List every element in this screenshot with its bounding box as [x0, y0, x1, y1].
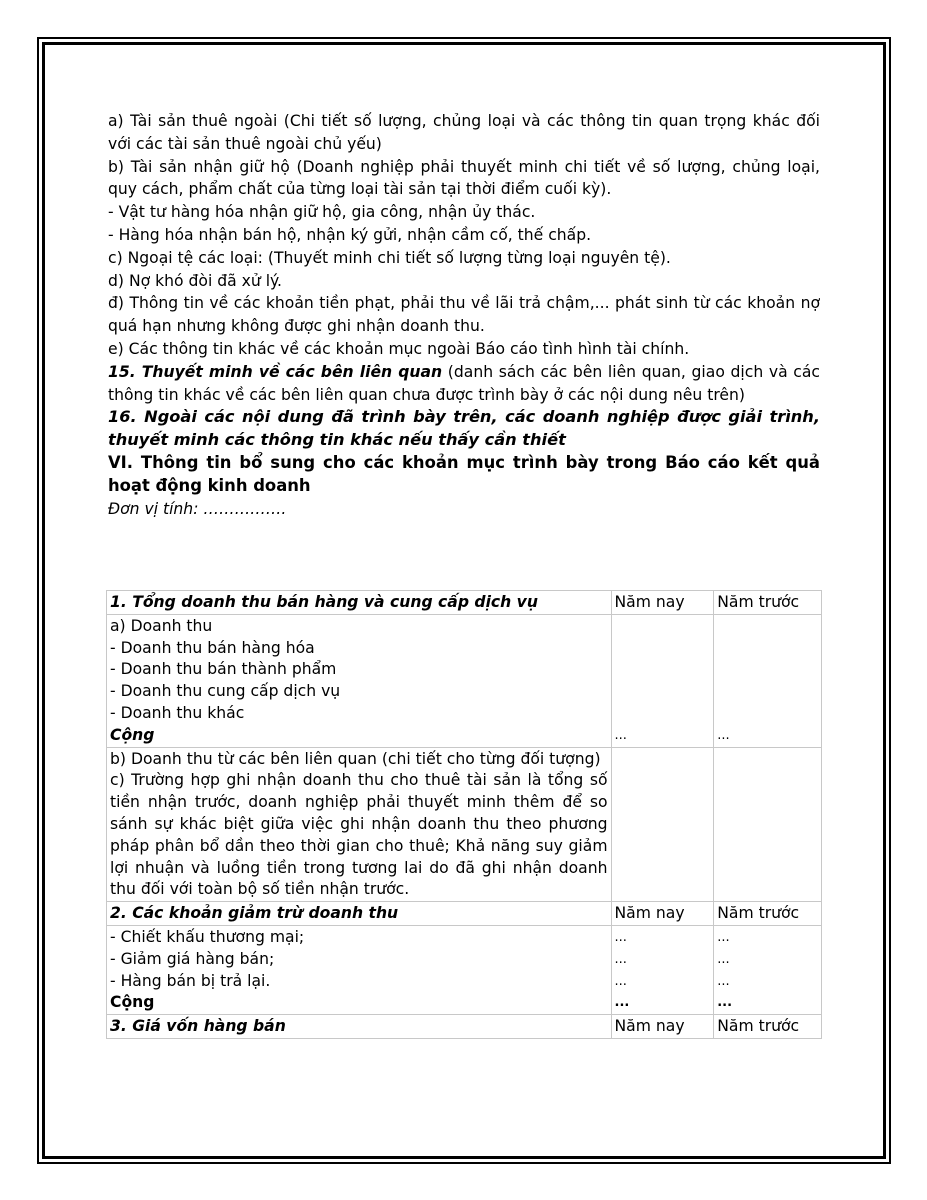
s2-value: ...	[614, 929, 627, 945]
s1a-nam-truoc-value: ...	[717, 727, 730, 743]
s1a-nam-nay	[611, 614, 714, 747]
s2-value: ...	[614, 973, 627, 989]
s2-col-nam-nay: Năm nay	[611, 902, 714, 926]
s2-value: ...	[717, 929, 730, 945]
section-15-text: (danh sách các bên liên quan, giao dịch và các thông tin khác về các bên liên quan chưa được trình bày ở các nội dung nêu trên)	[108, 362, 820, 404]
s1a-line: - Doanh thu khác	[110, 703, 245, 722]
s1a-line: - Doanh thu bán hàng hóa	[110, 638, 315, 657]
s1a-nam-truoc	[714, 614, 822, 747]
s1bc-cell	[107, 747, 612, 902]
s1a-line: a) Doanh thu	[110, 616, 213, 635]
s2-line: - Giảm giá hàng bán;	[110, 949, 275, 968]
col-header-nam-nay: Năm nay	[611, 591, 714, 615]
s2-total-label: Cộng	[110, 993, 155, 1012]
s2-nam-nay	[611, 925, 714, 1014]
s2-nam-truoc	[714, 925, 822, 1014]
s2-col-nam-truoc: Năm trước	[714, 902, 822, 926]
s1b-text: b) Doanh thu từ các bên liên quan (chi tiết cho từng đối tượng)	[110, 749, 601, 768]
s1a-line: - Doanh thu bán thành phẩm	[110, 660, 337, 679]
s2-value: ...	[717, 973, 730, 989]
table-row	[107, 902, 822, 926]
s3-col-nam-truoc: Năm trước	[714, 1015, 822, 1039]
s1a-total-label: Cộng	[110, 725, 155, 744]
s3-col-nam-nay: Năm nay	[611, 1015, 714, 1039]
table-row	[107, 1015, 822, 1039]
s1bc-nam-truoc	[714, 747, 822, 902]
table-row	[107, 747, 822, 902]
section-15	[108, 361, 820, 407]
table-row	[107, 614, 822, 747]
s1a-nam-nay-value: ...	[614, 727, 627, 743]
para-e-thong-tin-khac: e) Các thông tin khác về các khoản mục ngoài Báo cáo tình hình tài chính.	[108, 339, 690, 358]
para-c-ngoai-te: c) Ngoại tệ các loại: (Thuyết minh chi tiết số lượng từng loại nguyên tệ).	[108, 248, 671, 267]
s1-title: 1. Tổng doanh thu bán hàng và cung cấp dịch vụ	[107, 591, 612, 615]
s1a-cell	[107, 614, 612, 747]
section-16-heading: 16. Ngoài các nội dung đã trình bày trên, các doanh nghiệp được giải trình, thuyết minh các thông tin khác nếu thấy cần thiết	[108, 407, 820, 450]
s2-line: - Chiết khấu thương mại;	[110, 927, 305, 946]
para-b-giu-ho: b) Tài sản nhận giữ hộ (Doanh nghiệp phải thuyết minh chi tiết về số lượng, chủng loại, quy cách, phẩm chất của từng loại tài sản tại thời điểm cuối kỳ).	[108, 157, 820, 199]
section-15-title: 15. Thuyết minh về các bên liên quan	[108, 362, 443, 381]
para-d-no-kho-doi: d) Nợ khó đòi đã xử lý.	[108, 271, 283, 290]
para-hang-hoa: - Hàng hóa nhận bán hộ, nhận ký gửi, nhận cầm cố, thế chấp.	[108, 225, 592, 244]
s2-cell	[107, 925, 612, 1014]
s3-title: 3. Giá vốn hàng bán	[107, 1015, 612, 1039]
para-vat-tu: - Vật tư hàng hóa nhận giữ hộ, gia công, nhận ủy thác.	[108, 203, 536, 222]
s1bc-nam-nay	[611, 747, 714, 902]
document-body	[108, 110, 820, 520]
s2-total-value: ...	[717, 995, 733, 1011]
s1c-text: c) Trường hợp ghi nhận doanh thu cho thuê tài sản là tổng số tiền nhận trước, doanh nghiệp phải thuyết minh thêm để so sánh sự khác biệt giữa việc ghi nhận doanh thu theo phương pháp phân bổ dần theo thời gian cho thuê; Khả năng suy giảm lợi nhuận và luồng tiền trong tương lai do đã ghi nhận doanh thu đối với toàn bộ số tiền nhận trước.	[110, 771, 608, 899]
col-header-nam-truoc: Năm trước	[714, 591, 822, 615]
s1a-line: - Doanh thu cung cấp dịch vụ	[110, 682, 341, 701]
table-row	[107, 925, 822, 1014]
s2-total-value: ...	[614, 995, 630, 1011]
s2-line: - Hàng bán bị trả lại.	[110, 971, 271, 990]
s2-title: 2. Các khoản giảm trừ doanh thu	[107, 902, 612, 926]
table-row	[107, 591, 822, 615]
para-a-thue-ngoai: a) Tài sản thuê ngoài (Chi tiết số lượng, chủng loại và các thông tin quan trọng khác đối với các tài sản thuê ngoài chủ yếu)	[108, 112, 820, 153]
s2-value: ...	[614, 951, 627, 967]
s2-value: ...	[717, 951, 730, 967]
revenue-table	[106, 590, 822, 1039]
para-dd-tien-phat: đ) Thông tin về các khoản tiền phạt, phải thu về lãi trả chậm,... phát sinh từ các khoản nợ quá hạn nhưng không được ghi nhận doanh thu.	[108, 294, 820, 336]
section-vi-heading: VI. Thông tin bổ sung cho các khoản mục trình bày trong Báo cáo kết quả hoạt động kinh doanh	[108, 452, 820, 495]
unit-label: Đơn vị tính: …………….	[108, 499, 287, 518]
